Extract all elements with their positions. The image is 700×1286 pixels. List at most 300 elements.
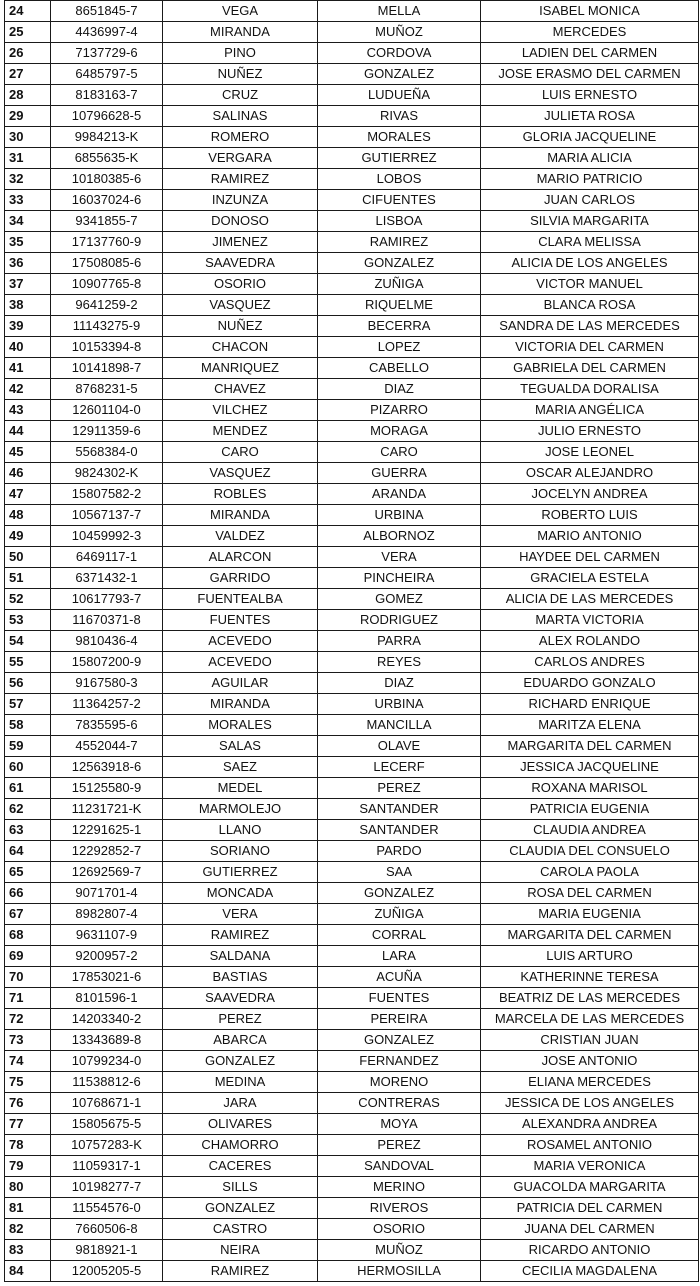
table-row <box>5 652 699 673</box>
given-names-cell: RICARDO ANTONIO <box>481 1240 699 1261</box>
paternal-surname-cell: SALINAS <box>163 106 318 127</box>
given-names-cell: ROSAMEL ANTONIO <box>481 1135 699 1156</box>
paternal-surname-cell: RAMIREZ <box>163 169 318 190</box>
rut-cell: 15125580-9 <box>51 778 163 799</box>
paternal-surname-cell: PEREZ <box>163 1009 318 1030</box>
maternal-surname-cell: CIFUENTES <box>318 190 481 211</box>
rut-cell: 16037024-6 <box>51 190 163 211</box>
maternal-surname-cell: CORRAL <box>318 925 481 946</box>
given-names-cell: ALEXANDRA ANDREA <box>481 1114 699 1135</box>
given-names-cell: MARIO ANTONIO <box>481 526 699 547</box>
given-names-cell: JOSE LEONEL <box>481 442 699 463</box>
paternal-surname-cell: SILLS <box>163 1177 318 1198</box>
row-number: 67 <box>5 904 51 925</box>
maternal-surname-cell: PEREZ <box>318 778 481 799</box>
given-names-cell: CLAUDIA DEL CONSUELO <box>481 841 699 862</box>
paternal-surname-cell: CASTRO <box>163 1219 318 1240</box>
given-names-cell: VICTORIA DEL CARMEN <box>481 337 699 358</box>
row-number: 70 <box>5 967 51 988</box>
maternal-surname-cell: GONZALEZ <box>318 253 481 274</box>
given-names-cell: JESSICA DE LOS ANGELES <box>481 1093 699 1114</box>
maternal-surname-cell: MOYA <box>318 1114 481 1135</box>
maternal-surname-cell: PARRA <box>318 631 481 652</box>
table-row <box>5 190 699 211</box>
maternal-surname-cell: PARDO <box>318 841 481 862</box>
rut-cell: 17853021-6 <box>51 967 163 988</box>
given-names-cell: ALEX ROLANDO <box>481 631 699 652</box>
table-row <box>5 589 699 610</box>
row-number: 27 <box>5 64 51 85</box>
table-row <box>5 1198 699 1219</box>
row-number: 25 <box>5 22 51 43</box>
paternal-surname-cell: SAAVEDRA <box>163 253 318 274</box>
row-number: 80 <box>5 1177 51 1198</box>
given-names-cell: VICTOR MANUEL <box>481 274 699 295</box>
paternal-surname-cell: CACERES <box>163 1156 318 1177</box>
table-row <box>5 841 699 862</box>
paternal-surname-cell: SORIANO <box>163 841 318 862</box>
given-names-cell: BEATRIZ DE LAS MERCEDES <box>481 988 699 1009</box>
row-number: 32 <box>5 169 51 190</box>
rut-cell: 10796628-5 <box>51 106 163 127</box>
rut-cell: 7137729-6 <box>51 43 163 64</box>
row-number: 56 <box>5 673 51 694</box>
given-names-cell: SILVIA MARGARITA <box>481 211 699 232</box>
table-row <box>5 988 699 1009</box>
paternal-surname-cell: OSORIO <box>163 274 318 295</box>
given-names-cell: CECILIA MAGDALENA <box>481 1261 699 1282</box>
rut-cell: 10180385-6 <box>51 169 163 190</box>
row-number: 61 <box>5 778 51 799</box>
table-row <box>5 274 699 295</box>
table-row <box>5 22 699 43</box>
given-names-cell: GABRIELA DEL CARMEN <box>481 358 699 379</box>
paternal-surname-cell: MANRIQUEZ <box>163 358 318 379</box>
paternal-surname-cell: AGUILAR <box>163 673 318 694</box>
maternal-surname-cell: MUÑOZ <box>318 1240 481 1261</box>
row-number: 53 <box>5 610 51 631</box>
table-row <box>5 1072 699 1093</box>
given-names-cell: EDUARDO GONZALO <box>481 673 699 694</box>
table-row <box>5 484 699 505</box>
maternal-surname-cell: URBINA <box>318 505 481 526</box>
maternal-surname-cell: SANTANDER <box>318 820 481 841</box>
rut-cell: 8768231-5 <box>51 379 163 400</box>
paternal-surname-cell: DONOSO <box>163 211 318 232</box>
row-number: 47 <box>5 484 51 505</box>
rut-cell: 10459992-3 <box>51 526 163 547</box>
table-row <box>5 1 699 22</box>
rut-cell: 4552044-7 <box>51 736 163 757</box>
maternal-surname-cell: LISBOA <box>318 211 481 232</box>
table-row <box>5 631 699 652</box>
rut-cell: 9824302-K <box>51 463 163 484</box>
maternal-surname-cell: GONZALEZ <box>318 1030 481 1051</box>
table-row <box>5 736 699 757</box>
given-names-cell: RICHARD ENRIQUE <box>481 694 699 715</box>
table-row <box>5 295 699 316</box>
paternal-surname-cell: JIMENEZ <box>163 232 318 253</box>
maternal-surname-cell: MUÑOZ <box>318 22 481 43</box>
rut-cell: 6855635-K <box>51 148 163 169</box>
paternal-surname-cell: VALDEZ <box>163 526 318 547</box>
given-names-cell: JOSE ANTONIO <box>481 1051 699 1072</box>
paternal-surname-cell: PINO <box>163 43 318 64</box>
rut-cell: 12692569-7 <box>51 862 163 883</box>
maternal-surname-cell: VERA <box>318 547 481 568</box>
given-names-cell: ALICIA DE LAS MERCEDES <box>481 589 699 610</box>
given-names-cell: CLAUDIA ANDREA <box>481 820 699 841</box>
paternal-surname-cell: OLIVARES <box>163 1114 318 1135</box>
maternal-surname-cell: RIVAS <box>318 106 481 127</box>
maternal-surname-cell: ACUÑA <box>318 967 481 988</box>
given-names-cell: ROSA DEL CARMEN <box>481 883 699 904</box>
table-row <box>5 1030 699 1051</box>
table-row <box>5 64 699 85</box>
paternal-surname-cell: SALDANA <box>163 946 318 967</box>
given-names-cell: MARCELA DE LAS MERCEDES <box>481 1009 699 1030</box>
table-row <box>5 862 699 883</box>
rut-cell: 7835595-6 <box>51 715 163 736</box>
maternal-surname-cell: ZUÑIGA <box>318 904 481 925</box>
row-number: 74 <box>5 1051 51 1072</box>
maternal-surname-cell: RODRIGUEZ <box>318 610 481 631</box>
table-row <box>5 1009 699 1030</box>
given-names-cell: MARTA VICTORIA <box>481 610 699 631</box>
row-number: 45 <box>5 442 51 463</box>
maternal-surname-cell: ARANDA <box>318 484 481 505</box>
paternal-surname-cell: GARRIDO <box>163 568 318 589</box>
table-row <box>5 547 699 568</box>
given-names-cell: PATRICIA DEL CARMEN <box>481 1198 699 1219</box>
rut-cell: 11059317-1 <box>51 1156 163 1177</box>
table-row <box>5 379 699 400</box>
paternal-surname-cell: MORALES <box>163 715 318 736</box>
paternal-surname-cell: CHACON <box>163 337 318 358</box>
rut-cell: 9200957-2 <box>51 946 163 967</box>
rut-cell: 12291625-1 <box>51 820 163 841</box>
table-row <box>5 1240 699 1261</box>
row-number: 52 <box>5 589 51 610</box>
maternal-surname-cell: GOMEZ <box>318 589 481 610</box>
row-number: 38 <box>5 295 51 316</box>
rut-cell: 9818921-1 <box>51 1240 163 1261</box>
paternal-surname-cell: BASTIAS <box>163 967 318 988</box>
row-number: 26 <box>5 43 51 64</box>
given-names-cell: JULIO ERNESTO <box>481 421 699 442</box>
maternal-surname-cell: CORDOVA <box>318 43 481 64</box>
given-names-cell: LADIEN DEL CARMEN <box>481 43 699 64</box>
row-number: 68 <box>5 925 51 946</box>
rut-cell: 10617793-7 <box>51 589 163 610</box>
row-number: 77 <box>5 1114 51 1135</box>
table-row <box>5 526 699 547</box>
row-number: 43 <box>5 400 51 421</box>
row-number: 64 <box>5 841 51 862</box>
row-number: 40 <box>5 337 51 358</box>
given-names-cell: CRISTIAN JUAN <box>481 1030 699 1051</box>
row-number: 73 <box>5 1030 51 1051</box>
rut-cell: 6469117-1 <box>51 547 163 568</box>
table-row <box>5 43 699 64</box>
table-row <box>5 127 699 148</box>
rut-cell: 6485797-5 <box>51 64 163 85</box>
given-names-cell: MARIA ALICIA <box>481 148 699 169</box>
rut-cell: 11670371-8 <box>51 610 163 631</box>
row-number: 62 <box>5 799 51 820</box>
maternal-surname-cell: RAMIREZ <box>318 232 481 253</box>
table-row <box>5 148 699 169</box>
given-names-cell: MARIO PATRICIO <box>481 169 699 190</box>
row-number: 35 <box>5 232 51 253</box>
paternal-surname-cell: NUÑEZ <box>163 64 318 85</box>
given-names-cell: JOSE ERASMO DEL CARMEN <box>481 64 699 85</box>
rut-cell: 8101596-1 <box>51 988 163 1009</box>
row-number: 31 <box>5 148 51 169</box>
given-names-cell: JUANA DEL CARMEN <box>481 1219 699 1240</box>
given-names-cell: LUIS ARTURO <box>481 946 699 967</box>
given-names-cell: JUAN CARLOS <box>481 190 699 211</box>
given-names-cell: ISABEL MONICA <box>481 1 699 22</box>
maternal-surname-cell: GUERRA <box>318 463 481 484</box>
paternal-surname-cell: ACEVEDO <box>163 631 318 652</box>
rut-cell: 17137760-9 <box>51 232 163 253</box>
table-row <box>5 106 699 127</box>
paternal-surname-cell: VERGARA <box>163 148 318 169</box>
given-names-cell: ELIANA MERCEDES <box>481 1072 699 1093</box>
given-names-cell: TEGUALDA DORALISA <box>481 379 699 400</box>
paternal-surname-cell: CHAVEZ <box>163 379 318 400</box>
rut-cell: 7660506-8 <box>51 1219 163 1240</box>
table-row <box>5 946 699 967</box>
table-row <box>5 1093 699 1114</box>
row-number: 79 <box>5 1156 51 1177</box>
maternal-surname-cell: SAA <box>318 862 481 883</box>
given-names-cell: CAROLA PAOLA <box>481 862 699 883</box>
paternal-surname-cell: VEGA <box>163 1 318 22</box>
paternal-surname-cell: MONCADA <box>163 883 318 904</box>
row-number: 82 <box>5 1219 51 1240</box>
maternal-surname-cell: PEREZ <box>318 1135 481 1156</box>
table-row <box>5 1114 699 1135</box>
rut-cell: 9984213-K <box>51 127 163 148</box>
row-number: 83 <box>5 1240 51 1261</box>
given-names-cell: KATHERINNE TERESA <box>481 967 699 988</box>
rut-cell: 11538812-6 <box>51 1072 163 1093</box>
records-table <box>4 0 699 1282</box>
maternal-surname-cell: MELLA <box>318 1 481 22</box>
rut-cell: 10907765-8 <box>51 274 163 295</box>
rut-cell: 12292852-7 <box>51 841 163 862</box>
given-names-cell: SANDRA DE LAS MERCEDES <box>481 316 699 337</box>
rut-cell: 12911359-6 <box>51 421 163 442</box>
row-number: 59 <box>5 736 51 757</box>
row-number: 58 <box>5 715 51 736</box>
row-number: 41 <box>5 358 51 379</box>
paternal-surname-cell: VASQUEZ <box>163 463 318 484</box>
rut-cell: 10567137-7 <box>51 505 163 526</box>
maternal-surname-cell: CONTRERAS <box>318 1093 481 1114</box>
rut-cell: 13343689-8 <box>51 1030 163 1051</box>
rut-cell: 9071701-4 <box>51 883 163 904</box>
row-number: 50 <box>5 547 51 568</box>
maternal-surname-cell: RIVEROS <box>318 1198 481 1219</box>
maternal-surname-cell: SANDOVAL <box>318 1156 481 1177</box>
table-row <box>5 1177 699 1198</box>
row-number: 76 <box>5 1093 51 1114</box>
paternal-surname-cell: MENDEZ <box>163 421 318 442</box>
rut-cell: 11231721-K <box>51 799 163 820</box>
given-names-cell: GUACOLDA MARGARITA <box>481 1177 699 1198</box>
rut-cell: 8183163-7 <box>51 85 163 106</box>
row-number: 33 <box>5 190 51 211</box>
given-names-cell: CARLOS ANDRES <box>481 652 699 673</box>
rut-cell: 10141898-7 <box>51 358 163 379</box>
row-number: 60 <box>5 757 51 778</box>
row-number: 66 <box>5 883 51 904</box>
table-row <box>5 820 699 841</box>
rut-cell: 15807582-2 <box>51 484 163 505</box>
row-number: 55 <box>5 652 51 673</box>
rut-cell: 10198277-7 <box>51 1177 163 1198</box>
paternal-surname-cell: SALAS <box>163 736 318 757</box>
table-row <box>5 568 699 589</box>
maternal-surname-cell: PIZARRO <box>318 400 481 421</box>
rut-cell: 11143275-9 <box>51 316 163 337</box>
maternal-surname-cell: MORENO <box>318 1072 481 1093</box>
paternal-surname-cell: INZUNZA <box>163 190 318 211</box>
maternal-surname-cell: GUTIERREZ <box>318 148 481 169</box>
rut-cell: 10799234-0 <box>51 1051 163 1072</box>
rut-cell: 17508085-6 <box>51 253 163 274</box>
table-row <box>5 967 699 988</box>
paternal-surname-cell: CHAMORRO <box>163 1135 318 1156</box>
maternal-surname-cell: LOBOS <box>318 169 481 190</box>
rut-cell: 12601104-0 <box>51 400 163 421</box>
table-row <box>5 715 699 736</box>
table-row <box>5 85 699 106</box>
given-names-cell: JESSICA JACQUELINE <box>481 757 699 778</box>
row-number: 48 <box>5 505 51 526</box>
maternal-surname-cell: ZUÑIGA <box>318 274 481 295</box>
paternal-surname-cell: NUÑEZ <box>163 316 318 337</box>
maternal-surname-cell: LECERF <box>318 757 481 778</box>
table-row <box>5 757 699 778</box>
paternal-surname-cell: MEDINA <box>163 1072 318 1093</box>
table-row <box>5 253 699 274</box>
paternal-surname-cell: VERA <box>163 904 318 925</box>
paternal-surname-cell: MEDEL <box>163 778 318 799</box>
rut-cell: 4436997-4 <box>51 22 163 43</box>
given-names-cell: ROBERTO LUIS <box>481 505 699 526</box>
row-number: 54 <box>5 631 51 652</box>
paternal-surname-cell: GONZALEZ <box>163 1198 318 1219</box>
paternal-surname-cell: VILCHEZ <box>163 400 318 421</box>
records-table-body <box>5 1 699 1282</box>
table-row <box>5 883 699 904</box>
paternal-surname-cell: GUTIERREZ <box>163 862 318 883</box>
maternal-surname-cell: PINCHEIRA <box>318 568 481 589</box>
row-number: 37 <box>5 274 51 295</box>
maternal-surname-cell: DIAZ <box>318 673 481 694</box>
rut-cell: 14203340-2 <box>51 1009 163 1030</box>
table-row <box>5 463 699 484</box>
maternal-surname-cell: CABELLO <box>318 358 481 379</box>
given-names-cell: OSCAR ALEJANDRO <box>481 463 699 484</box>
row-number: 51 <box>5 568 51 589</box>
row-number: 46 <box>5 463 51 484</box>
given-names-cell: MERCEDES <box>481 22 699 43</box>
maternal-surname-cell: RIQUELME <box>318 295 481 316</box>
table-row <box>5 505 699 526</box>
row-number: 44 <box>5 421 51 442</box>
given-names-cell: MARIA ANGÉLICA <box>481 400 699 421</box>
rut-cell: 9341855-7 <box>51 211 163 232</box>
table-row <box>5 400 699 421</box>
given-names-cell: JULIETA ROSA <box>481 106 699 127</box>
table-row <box>5 694 699 715</box>
rut-cell: 6371432-1 <box>51 568 163 589</box>
rut-cell: 10757283-K <box>51 1135 163 1156</box>
rut-cell: 9810436-4 <box>51 631 163 652</box>
paternal-surname-cell: ROBLES <box>163 484 318 505</box>
given-names-cell: HAYDEE DEL CARMEN <box>481 547 699 568</box>
maternal-surname-cell: MANCILLA <box>318 715 481 736</box>
maternal-surname-cell: LUDUEÑA <box>318 85 481 106</box>
paternal-surname-cell: MARMOLEJO <box>163 799 318 820</box>
table-row <box>5 610 699 631</box>
paternal-surname-cell: JARA <box>163 1093 318 1114</box>
row-number: 30 <box>5 127 51 148</box>
maternal-surname-cell: REYES <box>318 652 481 673</box>
paternal-surname-cell: FUENTEALBA <box>163 589 318 610</box>
maternal-surname-cell: PEREIRA <box>318 1009 481 1030</box>
table-row <box>5 1219 699 1240</box>
maternal-surname-cell: CARO <box>318 442 481 463</box>
given-names-cell: MARGARITA DEL CARMEN <box>481 925 699 946</box>
row-number: 39 <box>5 316 51 337</box>
paternal-surname-cell: LLANO <box>163 820 318 841</box>
table-row <box>5 358 699 379</box>
paternal-surname-cell: MIRANDA <box>163 694 318 715</box>
given-names-cell: MARGARITA DEL CARMEN <box>481 736 699 757</box>
rut-cell: 15805675-5 <box>51 1114 163 1135</box>
given-names-cell: MARIA VERONICA <box>481 1156 699 1177</box>
maternal-surname-cell: BECERRA <box>318 316 481 337</box>
given-names-cell: GLORIA JACQUELINE <box>481 127 699 148</box>
maternal-surname-cell: OLAVE <box>318 736 481 757</box>
paternal-surname-cell: CRUZ <box>163 85 318 106</box>
paternal-surname-cell: RAMIREZ <box>163 925 318 946</box>
table-row <box>5 673 699 694</box>
rut-cell: 15807200-9 <box>51 652 163 673</box>
given-names-cell: BLANCA ROSA <box>481 295 699 316</box>
maternal-surname-cell: LOPEZ <box>318 337 481 358</box>
maternal-surname-cell: GONZALEZ <box>318 883 481 904</box>
maternal-surname-cell: LARA <box>318 946 481 967</box>
row-number: 34 <box>5 211 51 232</box>
rut-cell: 9641259-2 <box>51 295 163 316</box>
rut-cell: 9167580-3 <box>51 673 163 694</box>
row-number: 81 <box>5 1198 51 1219</box>
maternal-surname-cell: GONZALEZ <box>318 64 481 85</box>
row-number: 24 <box>5 1 51 22</box>
table-row <box>5 421 699 442</box>
table-row <box>5 1051 699 1072</box>
row-number: 49 <box>5 526 51 547</box>
paternal-surname-cell: ALARCON <box>163 547 318 568</box>
maternal-surname-cell: MERINO <box>318 1177 481 1198</box>
